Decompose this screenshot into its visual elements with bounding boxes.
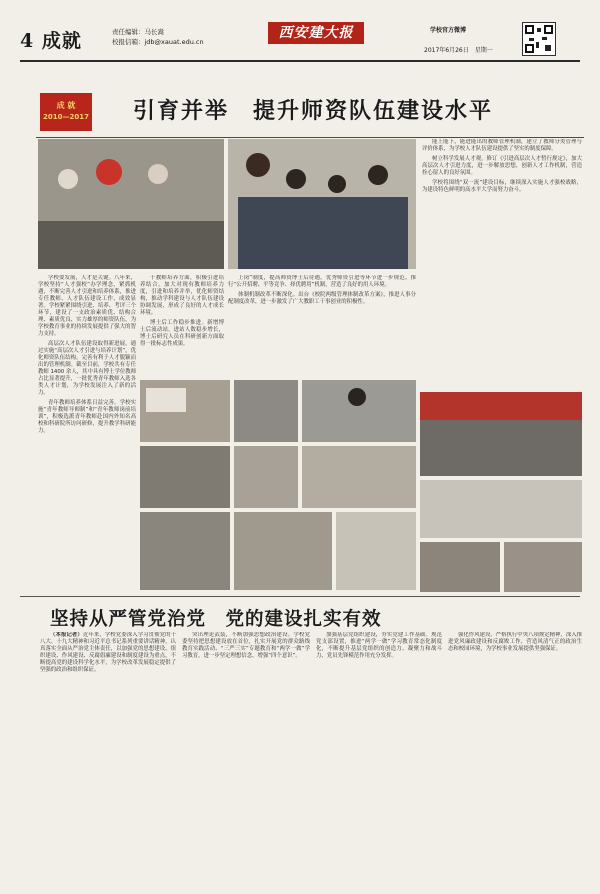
byline: （本报记者） (50, 632, 83, 638)
article-headline: 坚持从严管党治党 党的建设扎实有效 (50, 609, 382, 630)
paragraph: 体制机制改革不断深化。出台《校院两级管理体制改革方案》，推进人事分配制度改革，进一步激发了广大教职工干事创业的积极性。 (228, 292, 416, 305)
paragraph: 上岗”制度，提高师资博士后待遇，优秀师资引进等环节进一步规范。推行“公开招聘、平等竞争、择优聘用”机制，营造了良好的用人环境。 (228, 275, 416, 288)
issue-date: 2017年6月26日 星期一 (424, 47, 493, 54)
paragraph: 突出理论武装，不断加强思想政治建设。学校党委坚持把思想建设放在首位，扎实开展党的群众路线教育实践活动、“三严三实”专题教育和“两学一做”学习教育，进一步坚定理想信念，增强“四个意识”。 (182, 632, 310, 659)
paragraph: 能上能下，能进能出的教师管理机制，建立了教师分类管理与评价体系，为学校人才队伍建设提供了坚实的制度保障。 (422, 139, 582, 152)
paragraph: 加强基层党组织建设，夯实党建工作基础。规范党支部设置，推进“两学一做”学习教育常态化制度化，不断提升基层党组织的创造力、凝聚力和战斗力，党员先锋模范作用充分发挥。 (316, 632, 442, 659)
students-photo (420, 480, 582, 538)
paragraph: 强化作风建设，严格执行中央八项规定精神，深入推进党风廉政建设和反腐败工作，营造风清气正的政治生态和校园环境，为学校事业发展提供坚强保证。 (448, 632, 582, 652)
paragraph: 学校要发展，人才是关键。八年来，学校坚持“人才强校”办学理念，紧抓机遇，不断完善人才引进和培养体系，推进专任教师、人才队伍建设工作，成效显著。学校紧紧围绕引进、培养、考评三个环节，建设了一支政治素质优、结构合理、素质优良、实力雄厚的师资队伍，为学校教育事业的持续发展提供了强大的智力支持。 (38, 275, 136, 337)
badge-years: 2010—2017 (43, 113, 89, 121)
paragraph: 干教师培养方面，积极引进培养结合。加大对现有教师培养力度，引进和培养并举，优化师资结构，推动学科建设与人才队伍建设协调发展，形成了良好的人才成长环境。 (140, 275, 224, 316)
paragraph: 学校将围绕“双一流”建设目标，继续深入实施人才强校战略，为建设特色鲜明的高水平大学而努力奋斗。 (422, 180, 582, 193)
article-column (422, 139, 582, 389)
article-headline: 引育并举 提升师资队伍建设水平 (133, 99, 494, 124)
article-column (228, 275, 416, 375)
section-divider (20, 596, 580, 597)
paragraph: 树立科学发展人才观，修订《引进高层次人才暂行规定》，加大高层次人才引进力度，进一步解放思想，创新人才工作机制，营造拴心留人的良好氛围。 (422, 156, 582, 176)
discussion-photo (302, 446, 416, 508)
masthead-rule (20, 60, 580, 62)
article-column (182, 632, 310, 882)
meeting-photo (234, 512, 332, 590)
ceremony-photo (420, 542, 500, 592)
page-label: 4 成就 (20, 30, 82, 52)
paragraph (40, 632, 176, 674)
achievement-badge (40, 93, 92, 131)
editor-line: 责任编辑：马长嵩 (112, 28, 164, 36)
model-photo (336, 512, 416, 590)
group-portrait-photo (420, 392, 582, 476)
email-line: 校报信箱：jdb@xauat.edu.cn (112, 38, 204, 46)
article-column (40, 632, 176, 882)
wechat-label: 学校官方微博 (430, 27, 467, 34)
badge-title: 成 就 (56, 101, 76, 110)
workshop-photo (140, 512, 230, 590)
paragraph: 博士后工作稳步推进。新增博士后流动站，进站人数稳步增长，博士后研究人员在科研创新方面取得一批标志性成果。 (140, 320, 224, 347)
paragraph: 青年教师培养体系日益完善。学校实施“青年教师导师制”和“青年教师岗前培训”，积极选派青年教师赴国内外知名高校和科研院所访问研修，提升教学科研能力。 (38, 400, 136, 434)
headline-rule (36, 137, 584, 138)
article-column (316, 632, 442, 882)
lab-photo (38, 139, 224, 269)
award-photo (504, 542, 582, 592)
researcher-photo (302, 380, 416, 442)
qr-code-icon (522, 22, 556, 56)
group-research-photo (228, 139, 416, 269)
article-column (38, 275, 136, 585)
editor-info (112, 27, 204, 47)
teacher-photo (140, 446, 230, 508)
article-column (448, 632, 582, 882)
paragraph-text: 近年来，学校党委深入学习贯彻党的十八大、十九大精神和习近平总书记系列重要讲话精神，认真落实全面从严治党主体责任，以加强党的思想建设、组织建设、作风建设、反腐倡廉建设和制度建设为重点，不断提高党的建设科学化水平，为学校改革发展稳定提供了坚强的政治和组织保证。 (40, 632, 176, 673)
newspaper-logo: 西安建大报 (268, 22, 364, 44)
paragraph: 高层次人才队伍建设取得新进展。通过实施“高层次人才引进与培养计划”，优化师资队伍结构，完善有利于人才脱颖而出的管理机制。截至目前，学校共有专任教师 1400 余人，其中具有博士学位教师占比显著提升，一批优秀青年教师入选各类人才计划，为学校发展注入了新的活力。 (38, 341, 136, 396)
demonstration-photo (234, 446, 298, 508)
lab-equipment-photo (234, 380, 298, 442)
classroom-photo (140, 380, 230, 442)
